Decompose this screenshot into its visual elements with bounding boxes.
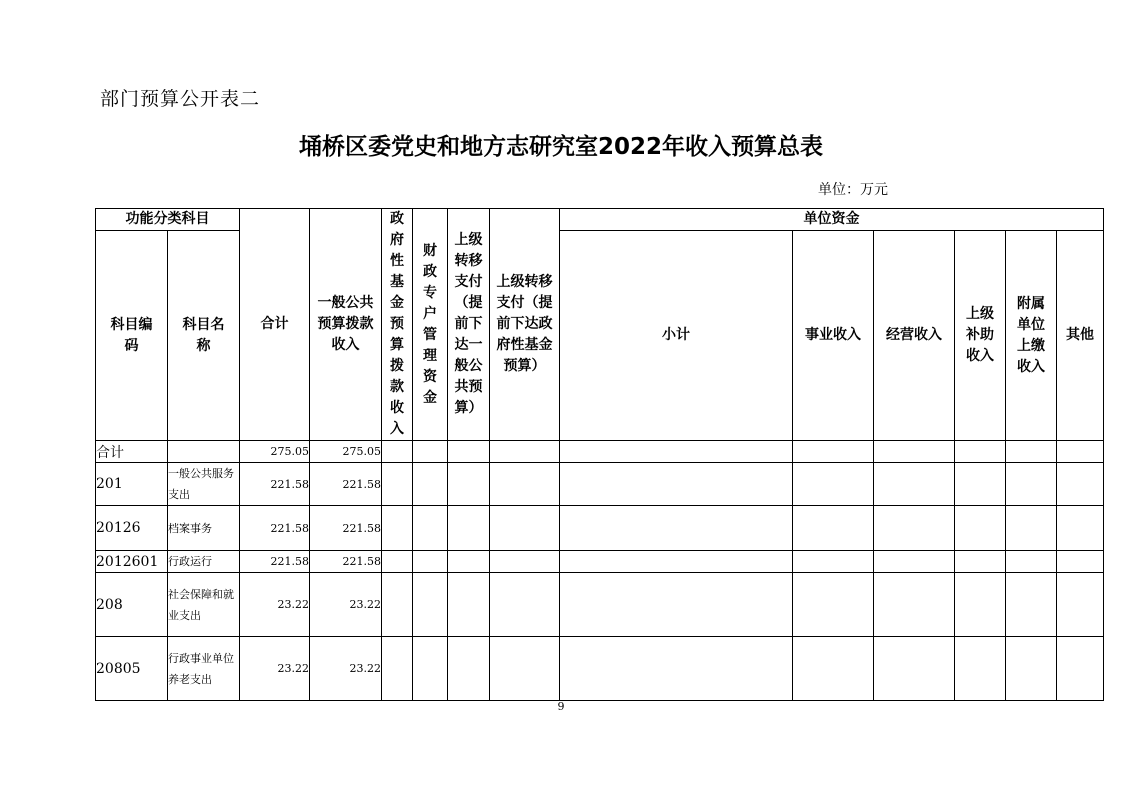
row-total: 23.22: [240, 573, 310, 637]
budget-table: [95, 208, 1104, 701]
row-code: 2012601: [96, 551, 168, 573]
header-func-group: 功能分类科目: [96, 209, 240, 231]
table-row: [96, 506, 1104, 551]
header-subtotal: 小计: [560, 231, 793, 441]
row-general: 275.05: [310, 441, 382, 463]
header-fiscal-special: 财政专户管理资金: [413, 209, 448, 441]
table-row: [96, 637, 1104, 701]
header-unit-funds: 单位资金: [560, 209, 1104, 231]
row-code: 20126: [96, 506, 168, 551]
row-general: 221.58: [310, 463, 382, 506]
row-total: 221.58: [240, 551, 310, 573]
row-total: 221.58: [240, 463, 310, 506]
header-code: 科目编码: [96, 231, 168, 441]
row-name: 一般公共服务支出: [168, 463, 240, 506]
row-name: 行政事业单位养老支出: [168, 637, 240, 701]
row-total: 221.58: [240, 506, 310, 551]
row-code: 合计: [96, 441, 168, 463]
row-name: 社会保障和就业支出: [168, 573, 240, 637]
table-row: [96, 441, 1104, 463]
row-total: 275.05: [240, 441, 310, 463]
header-operating: 经营收入: [874, 231, 955, 441]
row-code: 20805: [96, 637, 168, 701]
header-transfer-fund: 上级转移支付（提前下达政府性基金预算）: [490, 209, 560, 441]
header-affiliated: 附属单位上缴收入: [1006, 231, 1057, 441]
row-total: 23.22: [240, 637, 310, 701]
row-code: 201: [96, 463, 168, 506]
doc-label: 部门预算公开表二: [100, 88, 261, 110]
header-gov-fund: 政府性基金预算拨款收入: [382, 209, 413, 441]
header-total: 合计: [240, 209, 310, 441]
table-row: [96, 551, 1104, 573]
row-name: [168, 441, 240, 463]
table-row: [96, 463, 1104, 506]
header-general-public: 一般公共预算拨款收入: [310, 209, 382, 441]
header-transfer-general: 上级转移支付（提前下达一般公共预算）: [448, 209, 490, 441]
row-general: 23.22: [310, 637, 382, 701]
header-career: 事业收入: [793, 231, 874, 441]
unit-label: 单位：万元: [818, 182, 888, 198]
row-name: 行政运行: [168, 551, 240, 573]
header-name: 科目名称: [168, 231, 240, 441]
row-general: 221.58: [310, 551, 382, 573]
page-title: 埇桥区委党史和地方志研究室2022年收入预算总表: [298, 134, 823, 160]
table-row: [96, 573, 1104, 637]
row-code: 208: [96, 573, 168, 637]
page-number: 9: [557, 700, 565, 713]
row-name: 档案事务: [168, 506, 240, 551]
header-subsidy: 上级补助收入: [955, 231, 1006, 441]
row-general: 221.58: [310, 506, 382, 551]
header-other: 其他: [1057, 231, 1104, 441]
row-general: 23.22: [310, 573, 382, 637]
